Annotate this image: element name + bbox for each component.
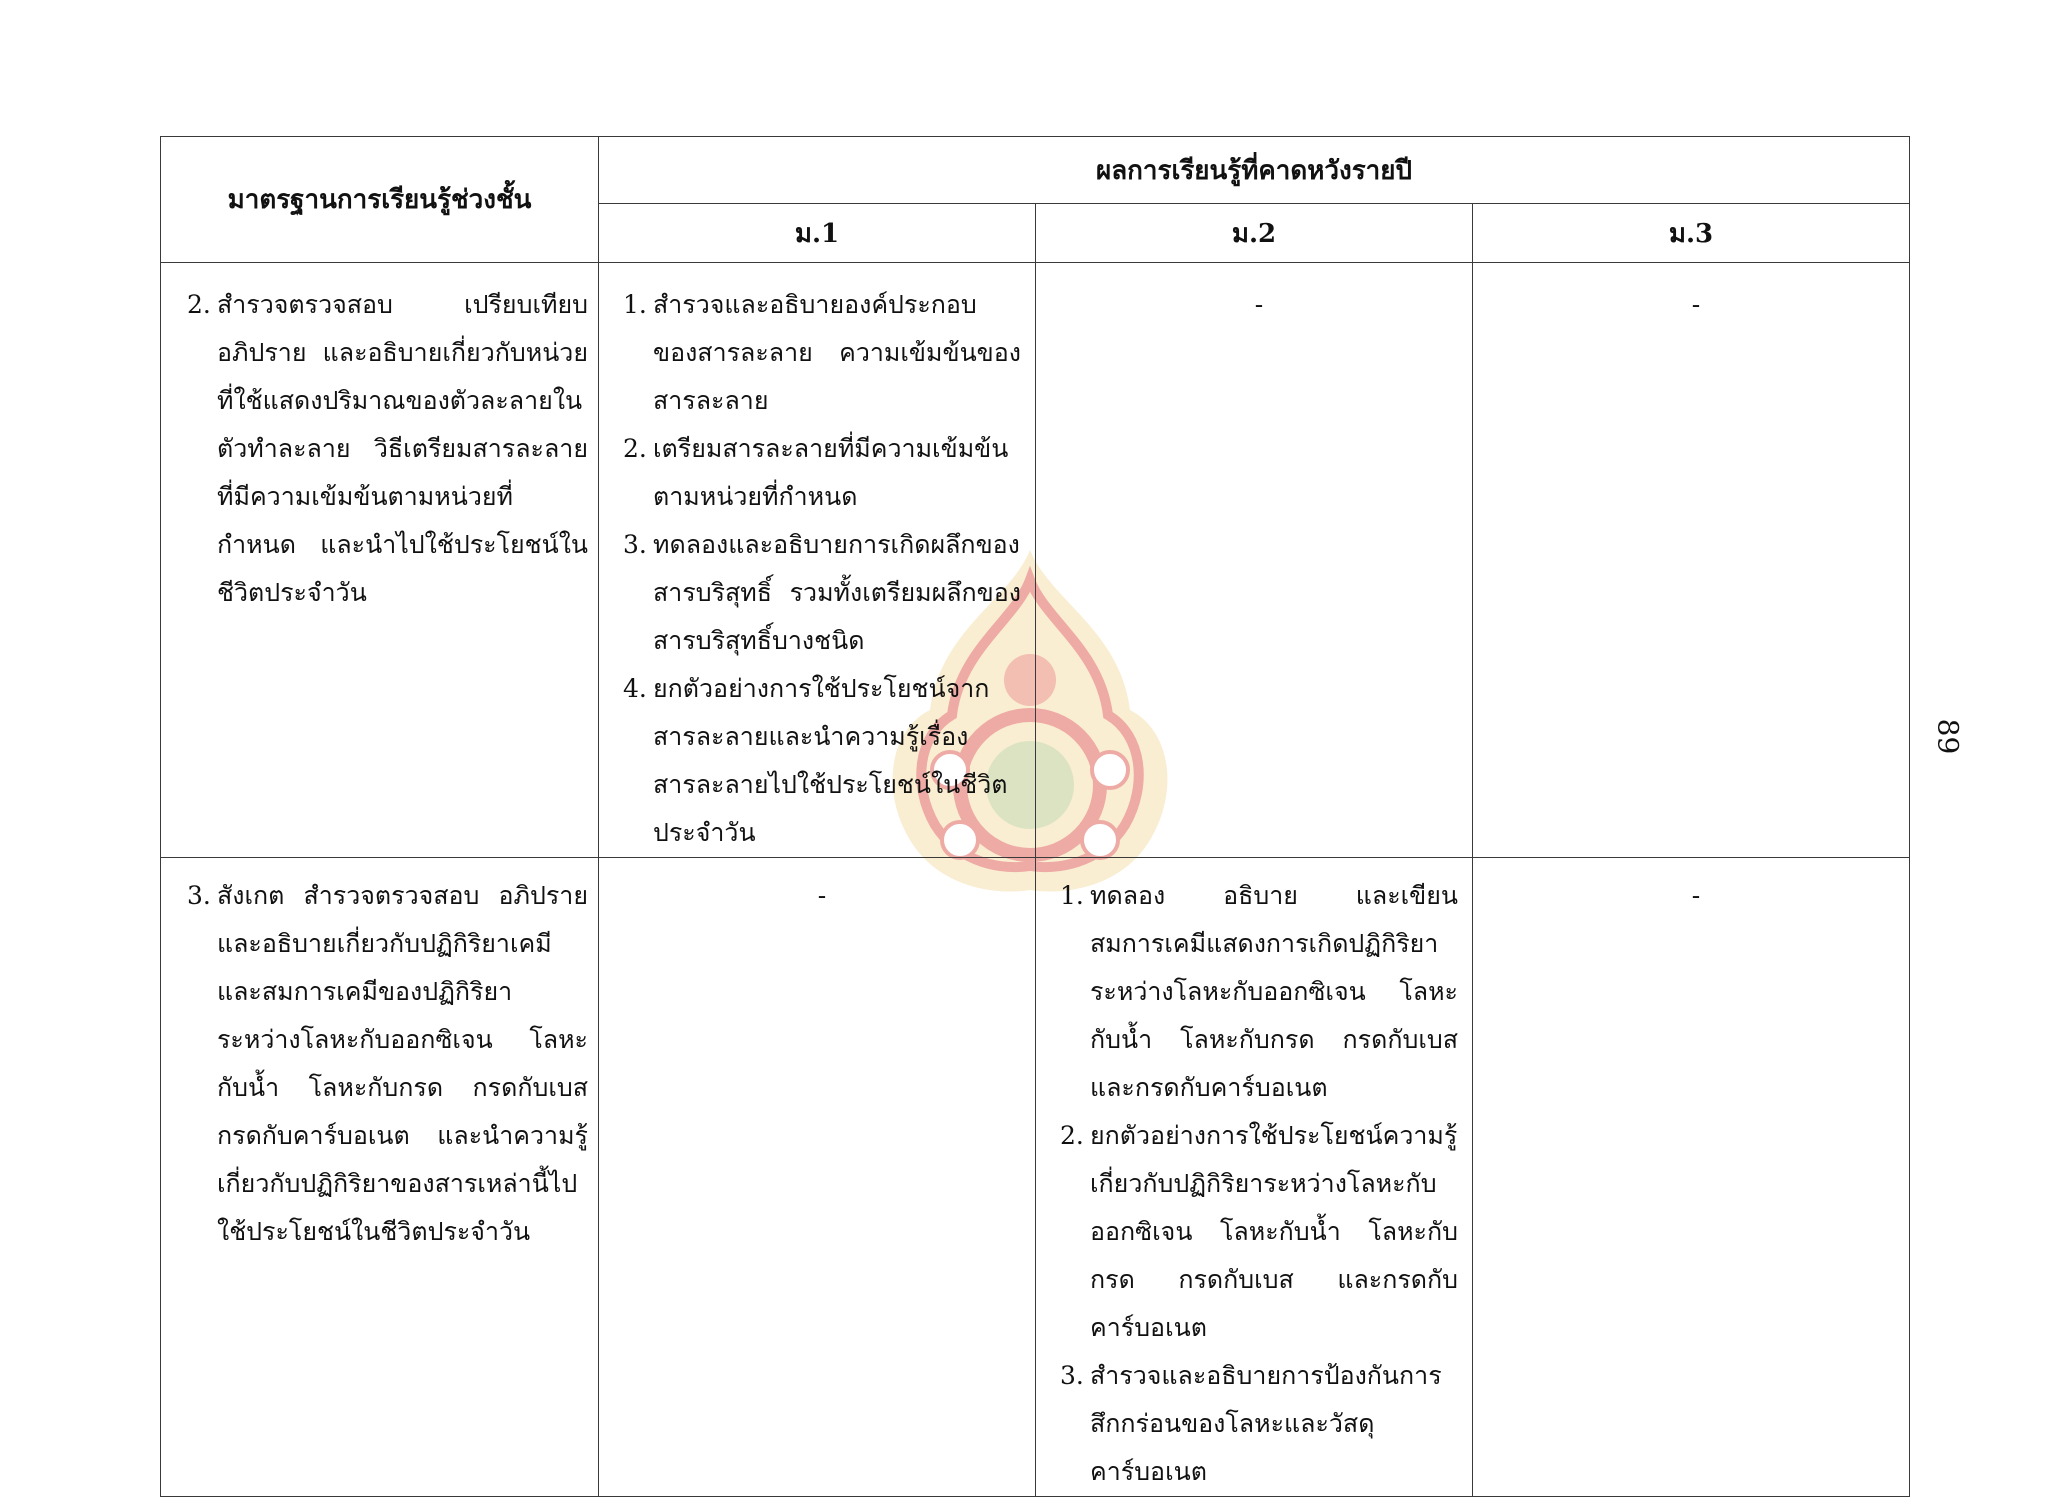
item-text: สำรวจและอธิบายการป้องกันการสึกกร่อนของโลหะและวัสดุคาร์บอเนต bbox=[1090, 1361, 1442, 1486]
list-item bbox=[623, 425, 1021, 521]
outcome-cell-m3 bbox=[1473, 263, 1910, 858]
empty-dash: - bbox=[1254, 290, 1264, 319]
outcome-cell-m2 bbox=[1036, 858, 1473, 1497]
item-number: 2. bbox=[623, 434, 647, 463]
item-number: 3. bbox=[623, 530, 647, 559]
standard-cell bbox=[161, 263, 599, 858]
empty-dash: - bbox=[817, 881, 827, 910]
table-row bbox=[161, 263, 1910, 858]
list-item bbox=[1060, 1112, 1458, 1352]
outcome-list bbox=[1060, 872, 1458, 1496]
item-number: 2. bbox=[1060, 1121, 1084, 1150]
list-item bbox=[187, 872, 588, 1256]
list-item bbox=[623, 281, 1021, 425]
item-number: 1. bbox=[623, 290, 647, 319]
outcome-cell-m1 bbox=[599, 263, 1036, 858]
standard-cell bbox=[161, 858, 599, 1497]
item-text: ทดลอง อธิบาย และเขียนสมการเคมีแสดงการเกิดปฏิกิริยาระหว่างโลหะกับออกซิเจน โลหะกับน้ำ โลหะกับกรด กรดกับเบส และกรดกับคาร์บอเนต bbox=[1090, 881, 1458, 1102]
item-text: สำรวจและอธิบายองค์ประกอบของสารละลาย ความเข้มข้นของสารละลาย bbox=[653, 290, 1021, 415]
outcome-cell-m2 bbox=[1036, 263, 1473, 858]
item-text: เตรียมสารละลายที่มีความเข้มข้นตามหน่วยที่กำหนด bbox=[653, 434, 1009, 511]
item-number: 3. bbox=[187, 881, 211, 910]
empty-dash: - bbox=[1691, 290, 1701, 319]
item-number: 4. bbox=[623, 674, 647, 703]
outcome-cell-m1 bbox=[599, 858, 1036, 1497]
table-row bbox=[161, 858, 1910, 1497]
item-text: ยกตัวอย่างการใช้ประโยชน์จากสารละลายและนำความรู้เรื่องสารละลายไปใช้ประโยชน์ในชีวิตประจำวัน bbox=[653, 674, 1008, 847]
outcome-cell-m3 bbox=[1473, 858, 1910, 1497]
item-text: ทดลองและอธิบายการเกิดผลึกของสารบริสุทธิ์ รวมทั้งเตรียมผลึกของสารบริสุทธิ์บางชนิด bbox=[653, 530, 1021, 655]
list-item bbox=[623, 521, 1021, 665]
curriculum-table bbox=[160, 136, 1910, 1497]
header-grade-m3: ม.3 bbox=[1473, 204, 1910, 263]
list-item bbox=[623, 665, 1021, 857]
empty-dash: - bbox=[1691, 881, 1701, 910]
item-text: สำรวจตรวจสอบ เปรียบเทียบ อภิปราย และอธิบายเกี่ยวกับหน่วยที่ใช้แสดงปริมาณของตัวละลายในตัวทำละลาย วิธีเตรียมสารละลายที่มีความเข้มข้นตามหน่วยที่กำหนด และนำไปใช้ประโยชน์ในชีวิตประจำวัน bbox=[217, 290, 588, 607]
list-item bbox=[187, 281, 588, 617]
item-text: สังเกต สำรวจตรวจสอบ อภิปราย และอธิบายเกี่ยวกับปฏิกิริยาเคมีและสมการเคมีของปฏิกิริยาระหว่างโลหะกับออกซิเจน โลหะกับน้ำ โลหะกับกรด กรดกับเบส กรดกับคาร์บอเนต และนำความรู้เกี่ยวกับปฏิกิริยาของสารเหล่านี้ไปใช้ประโยชน์ในชีวิตประจำวัน bbox=[217, 881, 588, 1246]
item-number: 2. bbox=[187, 290, 211, 319]
header-grade-m2: ม.2 bbox=[1036, 204, 1473, 263]
item-number: 3. bbox=[1060, 1361, 1084, 1390]
list-item bbox=[1060, 872, 1458, 1112]
item-number: 1. bbox=[1060, 881, 1084, 910]
outcome-list bbox=[623, 281, 1021, 857]
list-item bbox=[1060, 1352, 1458, 1496]
header-outcomes: ผลการเรียนรู้ที่คาดหวังรายปี bbox=[599, 137, 1910, 204]
header-standard: มาตรฐานการเรียนรู้ช่วงชั้น bbox=[161, 137, 599, 263]
header-grade-m1: ม.1 bbox=[599, 204, 1036, 263]
page-number: 89 bbox=[1931, 718, 1965, 755]
item-text: ยกตัวอย่างการใช้ประโยชน์ความรู้เกี่ยวกับปฏิกิริยาระหว่างโลหะกับออกซิเจน โลหะกับน้ำ โลหะกับกรด กรดกับเบส และกรดกับคาร์บอเนต bbox=[1090, 1121, 1458, 1342]
